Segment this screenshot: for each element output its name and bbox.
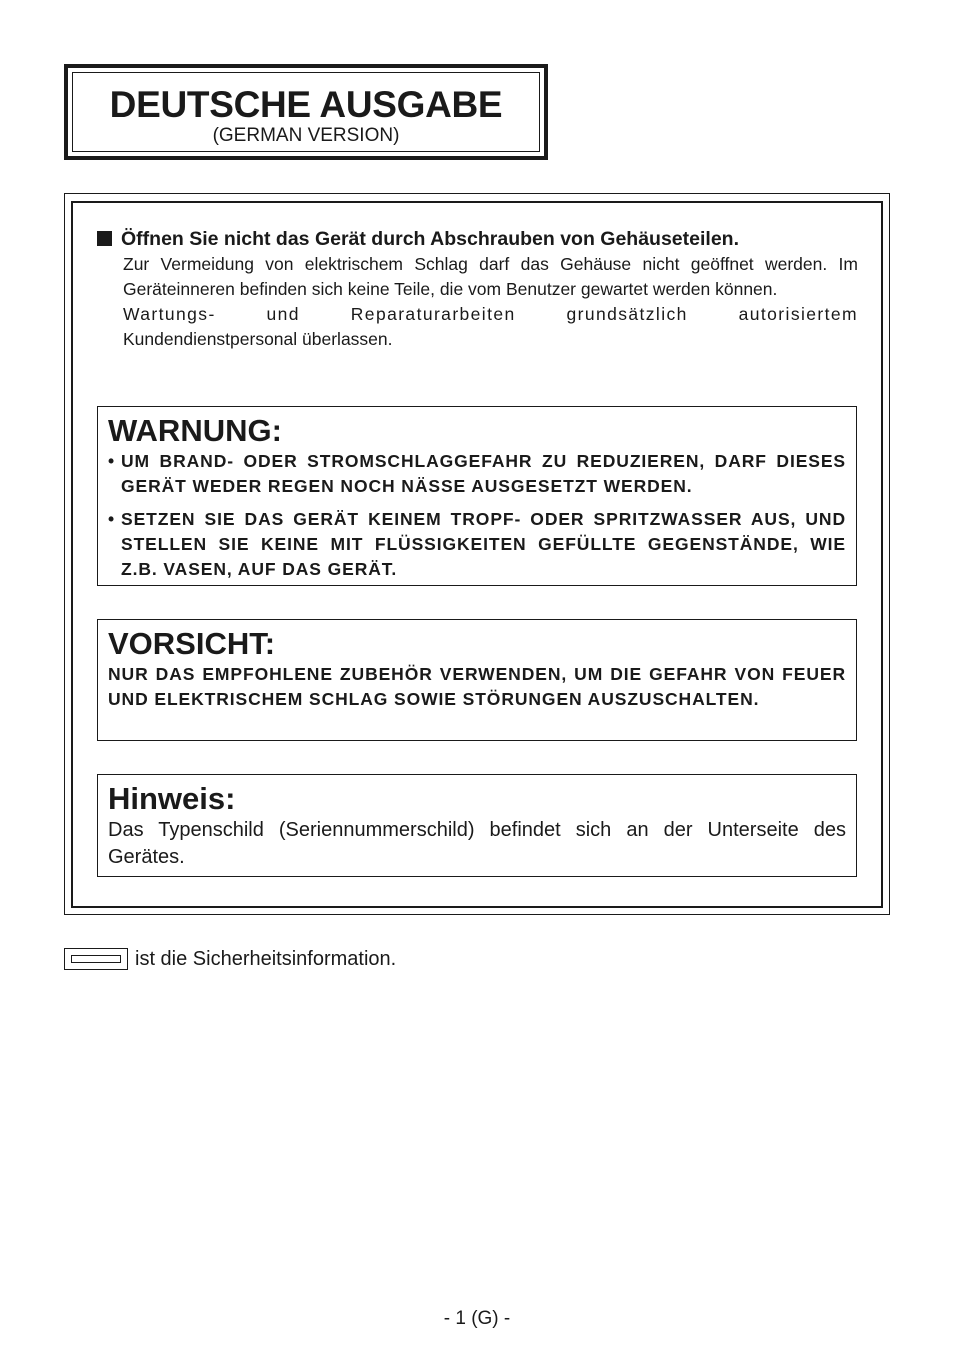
warning-item [108,449,846,499]
notice-body [123,252,858,352]
notice-section [97,226,858,352]
note-heading: Hinweis: [108,781,236,816]
notice-heading: Öffnen Sie nicht das Gerät durch Abschrauben von Gehäuseteilen. [121,228,739,250]
square-bullet-icon [97,231,112,246]
warning-heading: WARNUNG: [108,413,282,448]
note-box [97,774,857,877]
page-subtitle: (GERMAN VERSION) [212,125,400,146]
legend-text: ist die Sicherheitsinformation. [135,947,397,970]
title-box [64,64,548,160]
notice-paragraph-2-line-1: Wartungs- und Reparaturarbeiten grundsätzlich autorisiertem [123,304,858,324]
page-title: DEUTSCHE AUSGABE [109,84,503,125]
note-text: Das Typenschild (Seriennummerschild) befindet sich an der Unterseite des Gerätes. [108,819,846,868]
warning-item-text: UM BRAND- ODER STROMSCHLAGGEFAHR ZU REDUZIEREN, DARF DIESES GERÄT WEDER REGEN NOCH NÄSSE AUSGESETZT WERDEN. [121,451,846,496]
caution-text: NUR DAS EMPFOHLENE ZUBEHÖR VERWENDEN, UM DIE GEFAHR VON FEUER UND ELEKTRISCHEM SCHLAG SOWIE STÖRUNGEN AUSZUSCHALTEN. [108,664,846,709]
notice-paragraph-2-line-2: Kundendienstpersonal überlassen. [123,329,393,349]
safety-legend [64,946,396,972]
caution-box [97,619,857,741]
page-number: - 1 (G) - [443,1308,511,1329]
bullet-dot-icon: • [108,451,116,471]
title-inner-frame [72,72,540,152]
warning-item [108,507,846,582]
warning-item-text: SETZEN SIE DAS GERÄT KEINEM TROPF- ODER SPRITZWASSER AUS, UND STELLEN SIE KEINE MIT FLÜSSIGKEITEN GEFÜLLTE GEGENSTÄNDE, WIE Z.B. VASEN, AUF DAS GERÄT. [121,509,846,579]
bullet-dot-icon: • [108,509,116,529]
caution-heading: VORSICHT: [108,626,276,661]
notice-paragraph-1: Zur Vermeidung von elektrischem Schlag darf das Gehäuse nicht geöffnet werden. Im Geräteinneren befinden sich keine Teile, die vom Benutzer gewartet werden können. [123,254,858,299]
double-frame-symbol-icon [64,948,128,970]
warning-box [97,406,857,586]
